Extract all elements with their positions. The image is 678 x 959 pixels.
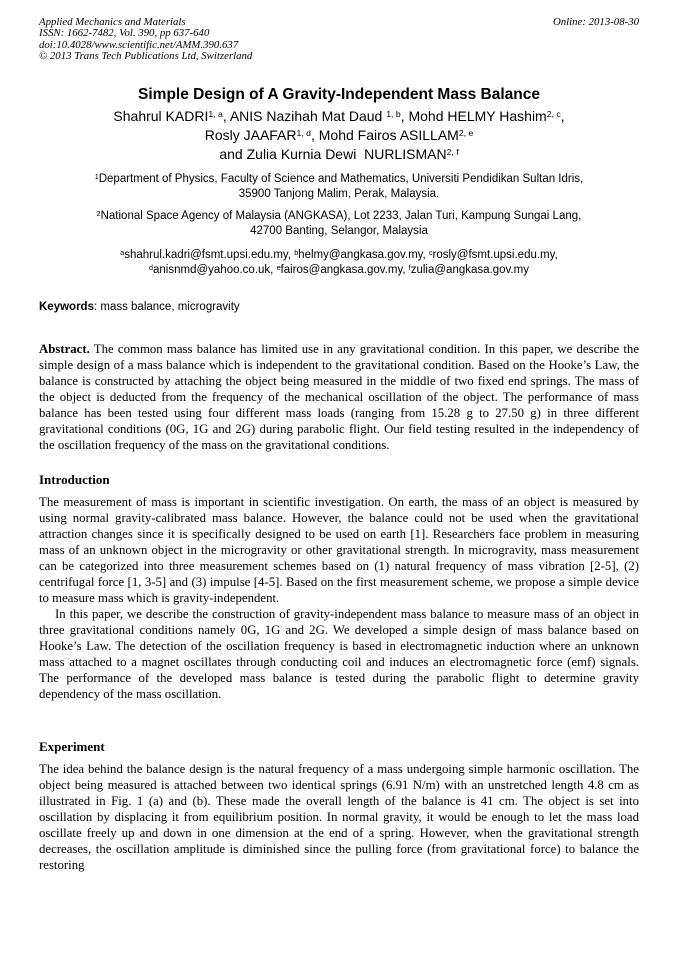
author-emails (39, 248, 639, 278)
journal-name: Applied Mechanics and Materials (39, 16, 186, 28)
author-line: Rosly JAAFAR$^{1, d}$, Mohd Fairos ASILLAM$^{2, e}$ (204, 127, 474, 144)
paragraph-experiment-1: The idea behind the balance design is the natural frequency of a mass undergoing simple harmonic oscillation. The object being measured is attached between two identical springs (6.91 N/m) with an unstretched length 4.8 cm as illustrated in Fig. 1 (a) and (b). These made the overall length of the balance is 41 cm. The object is set into oscillation by displacing it from equilibrium position. In normal gravity, it would be enough to let the mass load oscillate freely up and down in one dimension at the end of a spring. However, when the gravitational strength decreases, the oscillation amplitude is diminished since the pulling force (from gravitational force) to balance the restoring (39, 762, 639, 873)
abstract-text: The common mass balance has limited use in any gravitational condition. In this paper, we describe the simple design of a mass balance which is independent to the gravitational condition. Based on the Hooke’s Law, the balance is constructed by attaching the object being measured in the middle of two fixed end springs. The mass of the object is deducted from the frequency of the mechanical oscillation of the object. The performance of mass balance has been tested using four different mass loads (ranging from 15.28 g to 27.50 g) in three different gravitational conditions (0G, 1G and 2G) during parabolic flight. Our field testing resulted in the independency of the oscillation frequency of the mass on the gravitational conditions. (39, 342, 639, 453)
email-line: $^a$shahrul.kadri@fsmt.upsi.edu.my, $^b$helmy@angkasa.gov.my, $^c$rosly@fsmt.upsi.edu.my, (120, 248, 558, 262)
issn-line: ISSN: 1662-7482, Vol. 390, pp 637-640 (39, 27, 210, 40)
page-header (39, 17, 639, 62)
author-line: Shahrul KADRI$^{1, a}$, ANIS Nazihah Mat Daud $^{1, b}$, Mohd HELMY Hashim$^{2, c}$, (113, 108, 565, 125)
doi-line: doi:10.4028/www.scientific.net/AMM.390.637 (39, 38, 239, 51)
keywords-text: : mass balance, microgravity (93, 301, 240, 314)
section-heading-introduction: Introduction (39, 472, 110, 488)
abstract-label: Abstract. (39, 342, 90, 357)
online-date: Online: 2013-08-30 (552, 16, 639, 28)
copyright-line: © 2013 Trans Tech Publications Ltd, Switzerland (39, 49, 253, 62)
email-line: $^d$anisnmd@yahoo.co.uk, $^e$fairos@angkasa.gov.my, $^f$zulia@angkasa.gov.my (149, 263, 529, 277)
affiliation-line: 42700 Banting, Selangor, Malaysia (250, 225, 428, 238)
keywords-line (39, 300, 639, 314)
affiliation-1 (39, 172, 639, 202)
affiliation-line: $^1$Department of Physics, Faculty of Science and Mathematics, Universiti Pendidikan Sultan Idris, (94, 172, 584, 186)
section-heading-experiment: Experiment (39, 739, 105, 755)
affiliation-line: $^2$National Space Agency of Malaysia (ANGKASA), Lot 2233, Jalan Turi, Kampung Sungai Lang, (96, 209, 582, 223)
paragraph-introduction-1: The measurement of mass is important in scientific investigation. On earth, the mass of an object is measured by using normal gravity-calibrated mass balance. However, the balance could not be used when the gravitational attraction changes since it is specifically designed to be used on earth [1]. Researchers face problem in measuring mass of an unknown object in the microgravity or other gravitational strength. In microgravity, mass measurement can be categorized into three measurement schemes based on (1) natural frequency of mass vibration [2-5], (2) centrifugal force [1, 3-5] and (3) impulse [4-5]. Based on the first measurement scheme, we propose a simple device to measure mass which is gravity-independent. (39, 495, 639, 606)
paragraph-introduction-2: In this paper, we describe the construction of gravity-independent mass balance to measure mass of an object in three gravitational conditions namely 0G, 1G and 2G. We developed a simple design of mass balance based on Hooke’s Law. The detection of the oscillation frequency is based in electromagnetic induction where an unknown mass attached to a magnet oscillates through conducting coil and induces an electromagnetic force (emf) signals. The performance of the developed mass balance is tested during the parabolic flight to determine gravity dependency of the mass oscillation. (39, 607, 639, 702)
keywords-label: Keywords (39, 301, 94, 314)
authors (39, 107, 639, 164)
abstract-paragraph (39, 341, 639, 453)
author-line: and Zulia Kurnia Dewi NURLISMAN$^{2, f}$ (219, 146, 459, 163)
affiliation-2 (39, 209, 639, 239)
paper-title: Simple Design of A Gravity-Independent Mass Balance (138, 86, 540, 104)
journal-info (39, 17, 252, 62)
affiliation-line: 35900 Tanjong Malim, Perak, Malaysia. (238, 188, 440, 201)
